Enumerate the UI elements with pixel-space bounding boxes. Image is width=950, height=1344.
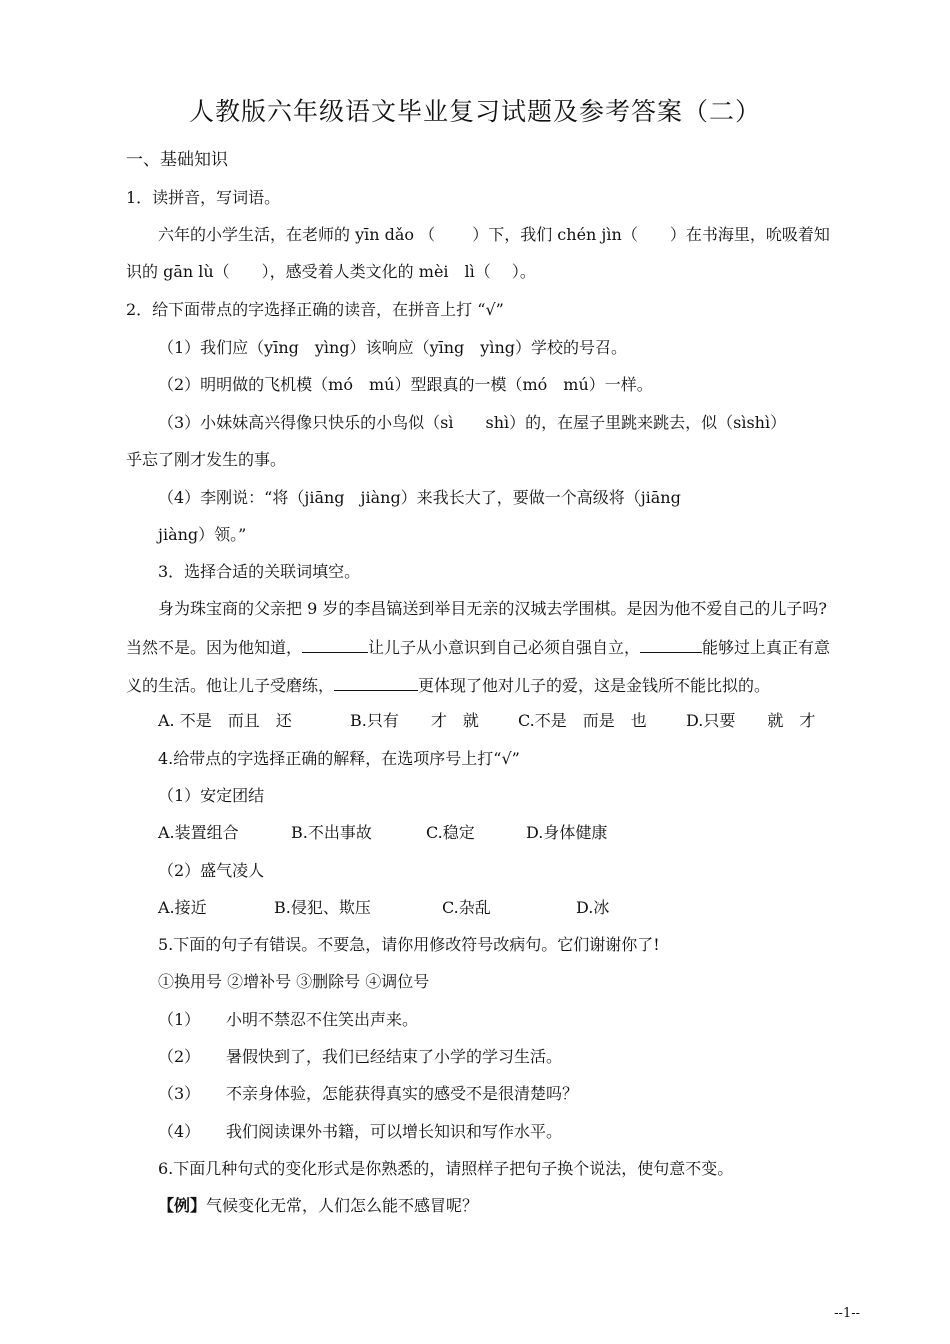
q1-title: 1．读拼音，写词语。 bbox=[126, 188, 281, 207]
q5-item-number: （1） bbox=[158, 1010, 201, 1029]
q3-title: 3．选择合适的关联词填空。 bbox=[158, 562, 361, 581]
q4-sub1: （1）安定团结 bbox=[158, 786, 265, 805]
q4-sub1-option-d: D.身体健康 bbox=[526, 823, 608, 842]
q5-item-text: 小明不禁忍不住笑出声来。 bbox=[226, 1010, 419, 1029]
q5-title: 5.下面的句子有错误。不要急，请你用修改符号改病句。它们谢谢你了! bbox=[158, 935, 660, 954]
q5-item-number: （2） bbox=[158, 1047, 201, 1066]
q2-item4b: jiàng）领。” bbox=[158, 525, 247, 544]
q4-sub1-option-b: B.不出事故 bbox=[291, 823, 372, 842]
q4-sub2-option-a: A.接近 bbox=[158, 898, 207, 917]
q2-item4a: （4）李刚说：“将（jiāng jiàng）来我长大了，要做一个高级将（jiāng bbox=[158, 488, 681, 507]
example-text: 气候变化无常，人们怎么能不感冒呢？ bbox=[206, 1196, 479, 1215]
section-heading: 一、基础知识 bbox=[126, 150, 228, 170]
q5-item-text: 我们阅读课外书籍，可以增长知识和写作水平。 bbox=[226, 1122, 563, 1141]
answer-blank[interactable] bbox=[334, 674, 418, 691]
q4-title: 4.给带点的字选择正确的解释，在选项序号上打“√” bbox=[158, 749, 520, 768]
answer-blank[interactable] bbox=[640, 636, 702, 653]
q3-option-b: B.只有 才 就 bbox=[350, 711, 479, 730]
q4-sub1-option-a: A.装置组合 bbox=[158, 823, 239, 842]
q1-line1: 六年的小学生活，在老师的 yīn dǎo （ ）下，我们 chén jìn（ ）在书海里，吮吸着知 bbox=[158, 225, 830, 244]
q2-item2: （2）明明做的飞机模（mó mú）型跟真的一模（mó mú）一样。 bbox=[158, 375, 653, 394]
q3-text: 更体现了他对儿子的爱，这是金钱所不能比拟的。 bbox=[418, 676, 771, 695]
q5-symbols: ①换用号 ②增补号 ③删除号 ④调位号 bbox=[158, 972, 430, 991]
q6-example bbox=[158, 1196, 478, 1216]
q4-sub2-option-c: C.杂乱 bbox=[442, 898, 491, 917]
q4-sub1-option-c: C.稳定 bbox=[426, 823, 475, 842]
q6-title: 6.下面几种句式的变化形式是你熟悉的，请照样子把句子换个说法，使句意不变。 bbox=[158, 1159, 734, 1178]
q2-item1: （1）我们应（yīng yìng）该响应（yīng yìng）学校的号召。 bbox=[158, 338, 627, 357]
q3-option-c: C.不是 而是 也 bbox=[518, 711, 647, 730]
q2-item3a: （3）小妹妹高兴得像只快乐的小鸟似（sì shì）的，在屋子里跳来跳去，似（sìshì） bbox=[158, 413, 787, 432]
q4-sub2-option-b: B.侵犯、欺压 bbox=[274, 898, 371, 917]
q2-title: 2．给下面带点的字选择正确的读音，在拼音上打 “√” bbox=[126, 300, 504, 319]
q2-item3b: 乎忘了刚才发生的事。 bbox=[126, 450, 287, 469]
answer-blank[interactable] bbox=[302, 636, 368, 653]
q3-text: 当然不是。因为他知道， bbox=[126, 638, 303, 657]
document-title: 人教版六年级语文毕业复习试题及参考答案（二） bbox=[188, 97, 761, 126]
q5-item-number: （3） bbox=[158, 1084, 201, 1103]
q3-text: 义的生活。他让儿子受磨练， bbox=[126, 676, 335, 695]
q3-option-a: A. 不是 而且 还 bbox=[158, 711, 292, 730]
q3-option-d: D.只要 就 才 bbox=[686, 711, 816, 730]
q3-paragraph-line1: 身为珠宝商的父亲把 9 岁的李昌镐送到举目无亲的汉城去学围棋。是因为他不爱自己的儿子吗? bbox=[158, 599, 827, 618]
q5-item-text: 不亲身体验，怎能获得真实的感受不是很清楚吗？ bbox=[226, 1084, 579, 1103]
example-tag: 【例】 bbox=[158, 1196, 207, 1215]
q3-text: 让儿子从小意识到自己必须自强自立， bbox=[368, 638, 641, 657]
q5-item-number: （4） bbox=[158, 1122, 201, 1141]
q3-paragraph-line3 bbox=[126, 674, 770, 696]
page-number: --1-- bbox=[834, 1306, 860, 1321]
q1-line2: 识的 gān lù（ ），感受着人类文化的 mèi lì（ ）。 bbox=[126, 262, 536, 281]
q4-sub2: （2）盛气凌人 bbox=[158, 861, 265, 880]
q5-item-text: 暑假快到了，我们已经结束了小学的学习生活。 bbox=[226, 1047, 563, 1066]
q3-text: 能够过上真正有意 bbox=[702, 638, 831, 657]
q4-sub2-option-d: D.冰 bbox=[576, 898, 610, 917]
q3-paragraph-line2 bbox=[126, 636, 830, 658]
